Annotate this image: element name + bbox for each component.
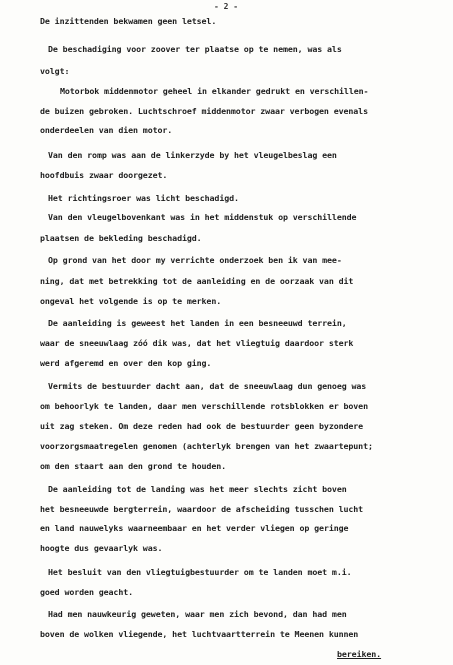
text-line: Het richtingsroer was licht beschadigd. (48, 193, 239, 203)
text-line: plaatsen de bekleding beschadigd. (40, 233, 202, 243)
text-line: de buizen gebroken. Luchtschroef middenmotor zwaar verbogen evenals (40, 106, 368, 116)
text-line: De beschadiging voor zoover ter plaatse op te nemen, was als (48, 44, 342, 54)
text-line: hoogte dus gevaarlyk was. (40, 543, 163, 553)
text-line: om den staart aan den grond te houden. (40, 461, 227, 471)
text-line: het besneeuwde bergterrein, waardoor de afscheiding tusschen lucht (40, 504, 364, 514)
text-line: Motorbok middenmotor geheel in elkander gedrukt en verschillen- (60, 86, 369, 96)
text-line: goed worden geacht. (40, 587, 134, 597)
text-line: boven de wolken vliegende, het luchtvaartterrein te Meenen kunnen (40, 629, 359, 639)
text-line: waar de sneeuwlaag zóó dik was, dat het vliegtuig daardoor sterk (40, 338, 354, 348)
text-line: volgt: (40, 66, 70, 76)
text-line: werd afgeremd en over den kop ging. (40, 358, 212, 368)
text-line: onderdeelen van dien motor. (40, 125, 173, 135)
page-number: - 2 - (214, 2, 239, 11)
text-line: ongeval het volgende is op te merken. (40, 296, 222, 306)
text-line: Van den vleugelbovenkant was in het middenstuk op verschillende (48, 212, 357, 222)
text-line: Het besluit van den vliegtuigbestuurder om te landen moet m.i. (48, 567, 352, 577)
text-line: uit zag steken. Om deze reden had ook de bestuurder geen byzondere (40, 421, 364, 431)
text-line: Had men nauwkeurig geweten, waar men zich bevond, dan had men (48, 609, 347, 619)
text-line: Op grond van het door my verrichte onderzoek ben ik van mee- (48, 255, 342, 265)
text-line: om behoorlyk te landen, daar men verschillende rotsblokken er boven (40, 401, 368, 411)
text-line: hoofdbuis zwaar doorgezet. (40, 170, 168, 180)
text-line: en land nauwelyks waarneembaar en het verder vliegen op geringe (40, 523, 349, 533)
text-line: Vermits de bestuurder dacht aan, dat de sneeuwlaag dun genoeg was (48, 381, 367, 391)
text-line: De aanleiding is geweest het landen in een besneeuwd terrein, (48, 318, 347, 328)
text-line: ning, dat met betrekking tot de aanleiding en de oorzaak van dit (40, 276, 354, 286)
text-line: De aanleiding tot de landing was het meer slechts zicht boven (48, 484, 347, 494)
text-line: Van den romp was aan de linkerzyde by het vleugelbeslag een (48, 150, 337, 160)
text-line: voorzorgsmaatregelen genomen (achterlyk brengen van het zwaartepunt; (40, 441, 373, 451)
text-line: bereiken. (337, 649, 382, 659)
text-line: De inzittenden bekwamen geen letsel. (40, 16, 217, 26)
